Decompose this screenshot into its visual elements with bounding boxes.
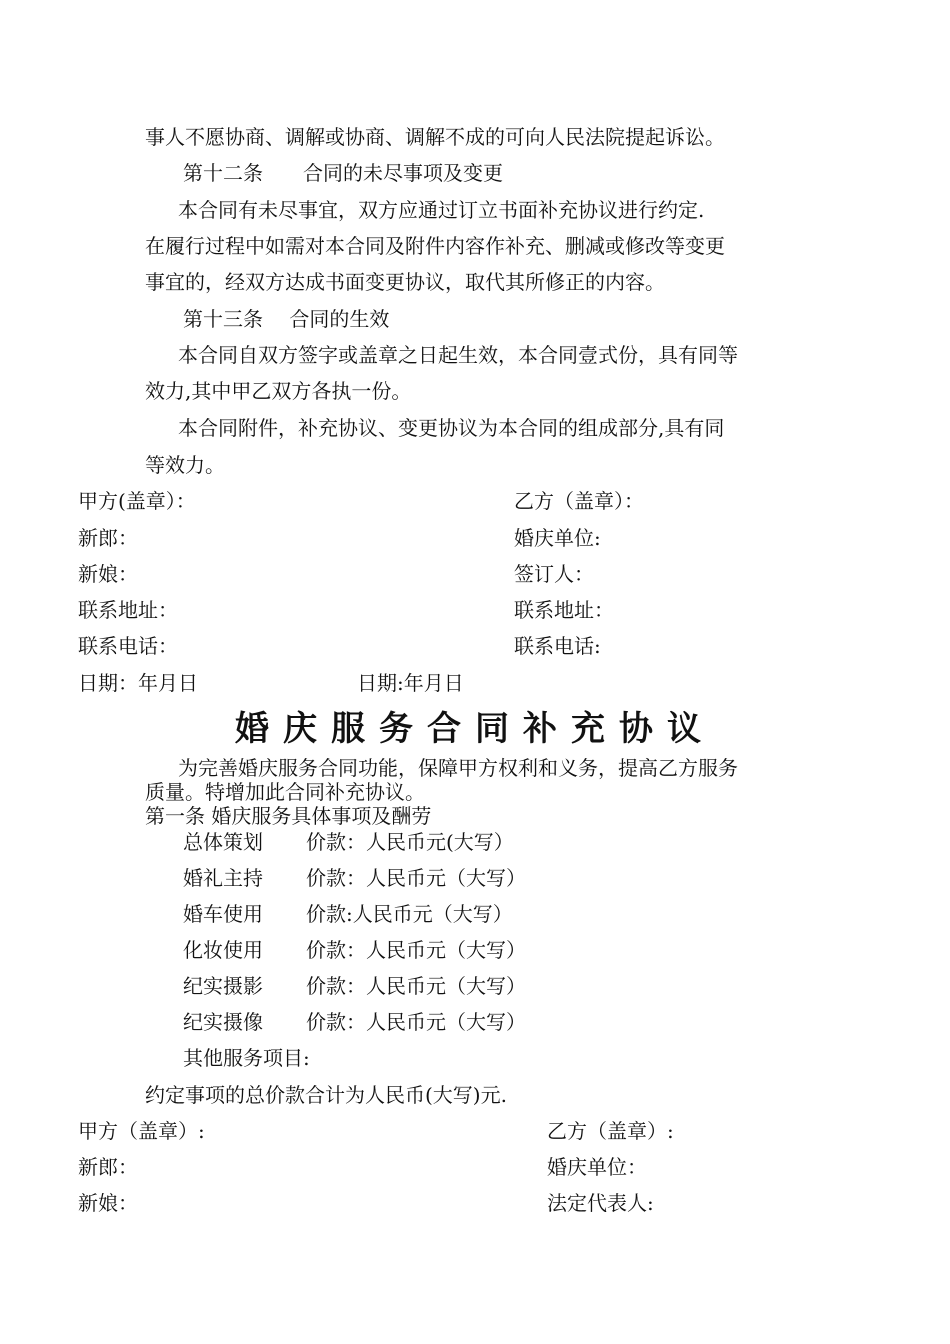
groom-label-2: 新郎：: [78, 1155, 138, 1179]
other-services-label: 其他服务项目:: [183, 1046, 310, 1070]
article-13-paragraph-1-line-2: 效力,其中甲乙双方各执一份。: [145, 379, 412, 403]
dispute-clause-end: 事人不愿协商、调解或协商、调解不成的可向人民法院提起诉讼。: [145, 125, 725, 149]
service-item-name: 化妆使用: [183, 938, 263, 962]
article-13-title: 第十三条 合同的生效: [183, 307, 390, 331]
service-item-price: 价款：人民币元（大写）: [306, 1010, 526, 1034]
service-item-name: 纪实摄影: [183, 974, 263, 998]
service-item-name: 总体策划: [183, 830, 263, 854]
party-b-seal-label-2: 乙方（盖章）:: [547, 1119, 674, 1143]
total-price-statement: 约定事项的总价款合计为人民币(大写)元.: [145, 1083, 507, 1107]
article-12-paragraph-2-line-1: 在履行过程中如需对本合同及附件内容作补充、删减或修改等变更: [145, 234, 725, 258]
party-b-phone-label: 联系电话:: [514, 634, 601, 658]
service-item-price: 价款：人民币元（大写）: [306, 866, 526, 890]
supplement-intro-line-2: 质量。特增加此合同补充协议。: [145, 780, 425, 804]
supplement-title: 婚庆服务合同补充协议: [235, 709, 715, 749]
bride-label: 新娘：: [78, 562, 138, 586]
article-13-paragraph-1-line-1: 本合同自双方签字或盖章之日起生效，本合同壹式份，具有同等: [178, 343, 738, 367]
legal-representative-label: 法定代表人:: [547, 1191, 654, 1215]
service-item-price: 价款：人民币元(大写）: [306, 830, 514, 854]
service-item: [183, 868, 526, 888]
bride-label-2: 新娘：: [78, 1191, 138, 1215]
party-a-address-label: 联系地址：: [78, 598, 178, 622]
service-item-price: 价款：人民币元（大写）: [306, 974, 526, 998]
groom-label: 新郎：: [78, 526, 138, 550]
party-a-phone-label: 联系电话：: [78, 634, 178, 658]
service-item: [183, 832, 514, 852]
service-item-name: 纪实摄像: [183, 1010, 263, 1034]
article-12-title: 第十二条 合同的未尽事项及变更: [183, 161, 503, 185]
supplement-article-1-title: 第一条 婚庆服务具体事项及酬劳: [145, 804, 432, 828]
party-a-seal-label-2: 甲方（盖章）:: [78, 1119, 205, 1143]
service-item: [183, 940, 526, 960]
service-item-price: 价款：人民币元（大写）: [306, 938, 526, 962]
wedding-company-label-2: 婚庆单位：: [547, 1155, 647, 1179]
party-a-date-label: 日期：年月日: [78, 671, 198, 695]
article-12-paragraph-1: 本合同有未尽事宜，双方应通过订立书面补充协议进行约定.: [178, 198, 705, 222]
service-item: [183, 1012, 526, 1032]
article-13-paragraph-2-line-2: 等效力。: [145, 453, 225, 477]
service-item: [183, 904, 513, 924]
party-b-date-label: 日期:年月日: [357, 671, 464, 695]
service-item-price: 价款:人民币元（大写）: [306, 902, 513, 926]
party-b-seal-label: 乙方（盖章）：: [514, 489, 644, 513]
wedding-company-label: 婚庆单位:: [514, 526, 601, 550]
service-item: [183, 976, 526, 996]
party-b-address-label: 联系地址：: [514, 598, 614, 622]
service-item-name: 婚车使用: [183, 902, 263, 926]
service-item-name: 婚礼主持: [183, 866, 263, 890]
article-12-paragraph-2-line-2: 事宜的，经双方达成书面变更协议，取代其所修正的内容。: [145, 270, 665, 294]
party-a-seal-label: 甲方(盖章）：: [78, 489, 196, 513]
supplement-intro-line-1: 为完善婚庆服务合同功能，保障甲方权利和义务，提高乙方服务: [178, 756, 738, 780]
article-13-paragraph-2-line-1: 本合同附件，补充协议、变更协议为本合同的组成部分,具有同: [178, 416, 725, 440]
signatory-label: 签订人：: [514, 562, 594, 586]
